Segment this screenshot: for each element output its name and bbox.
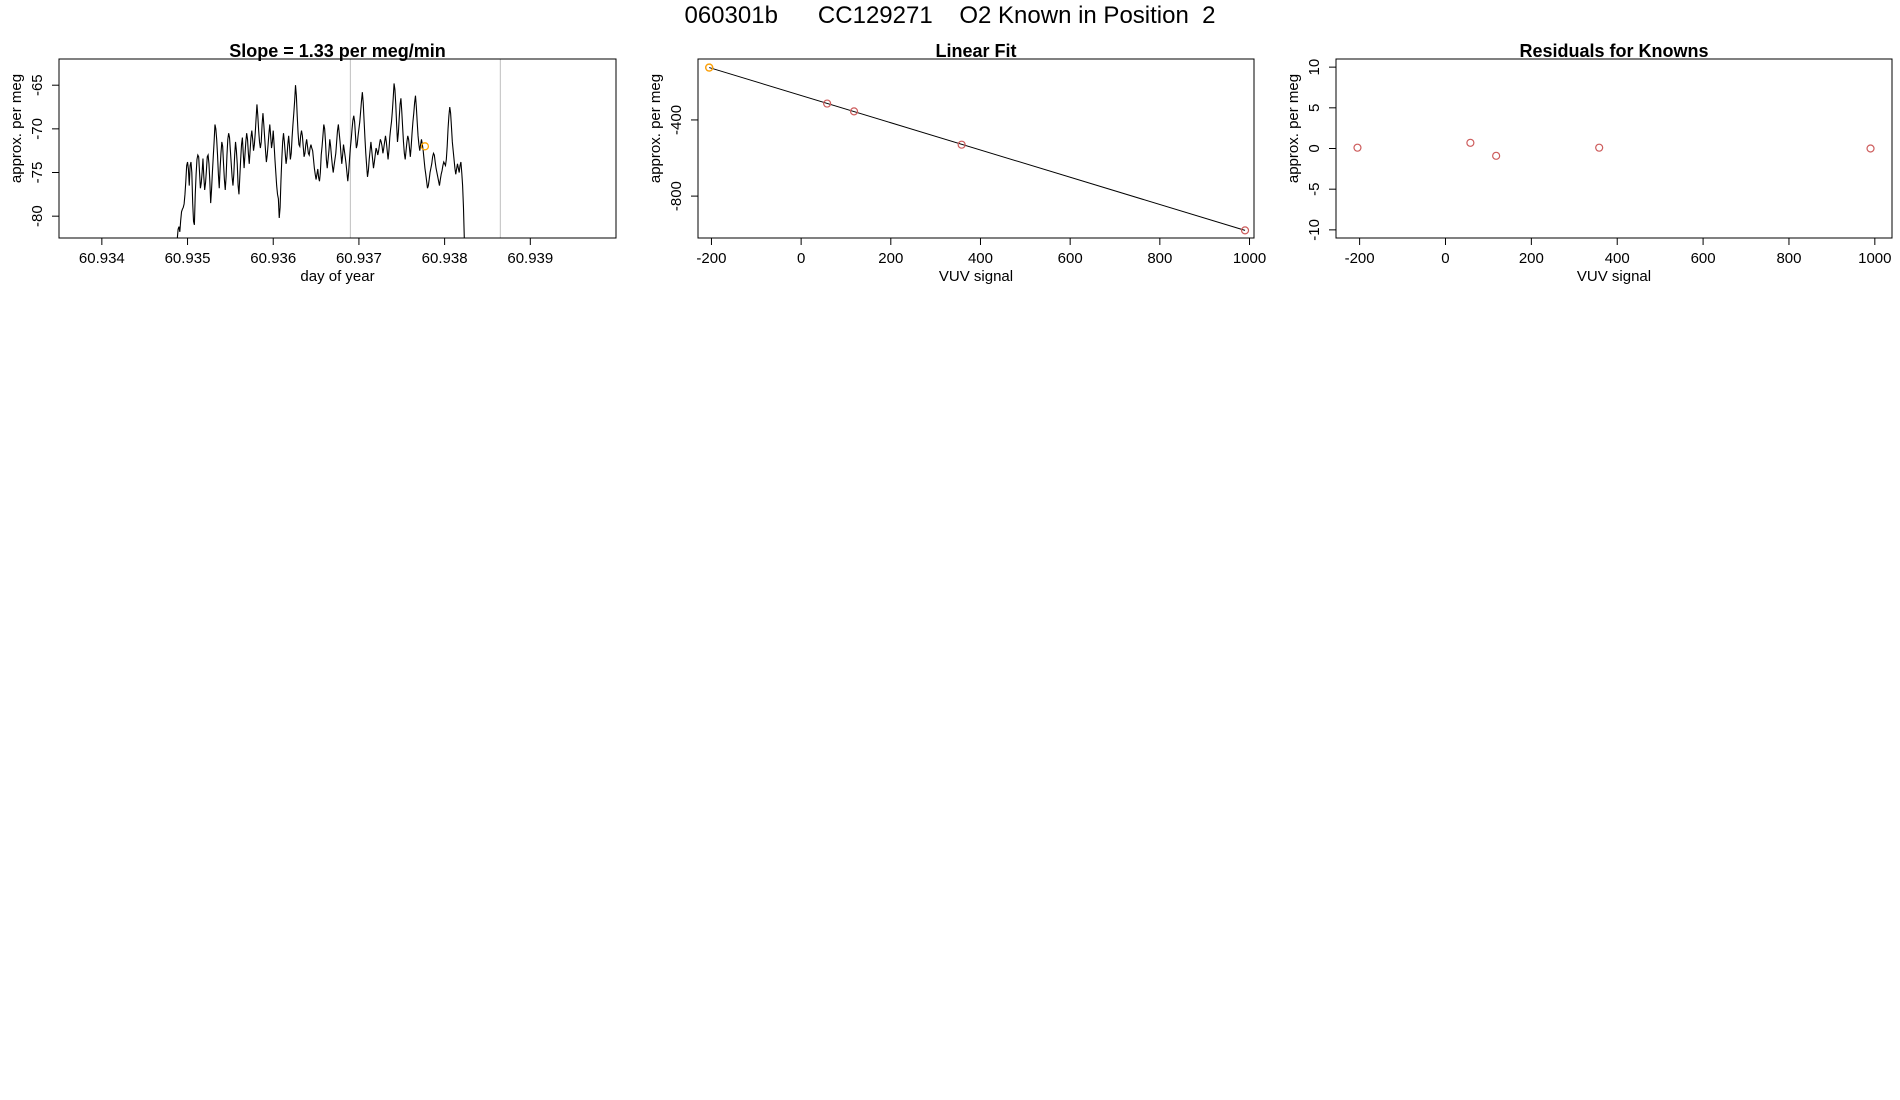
residuals-ytick-label: 10 [1306,58,1323,76]
linear-fit-xtick-label: -200 [696,250,727,267]
slope-series-line [177,83,464,238]
residuals-ytick-label: -10 [1306,219,1323,241]
linear-fit-panel [647,41,1266,285]
fit-line [709,68,1245,231]
slope-ytick-label: -75 [29,161,46,184]
linear-fit-xtick-label: 400 [967,250,993,267]
slope-ytick-label: -80 [29,205,46,228]
residuals-ytick-label: -5 [1306,182,1323,196]
residuals-xtick-label: 400 [1604,250,1630,267]
residuals-ytick-label: 0 [1306,144,1323,153]
slope-xtick-label: 60.935 [164,250,211,267]
residuals-point [1493,152,1500,159]
slope-plot-area [177,59,500,239]
residuals-point [1867,145,1874,152]
slope-xtick-label: 60.936 [250,250,297,267]
residuals-title: Residuals for Knowns [1519,41,1709,61]
linear-fit-xtick-label: 1000 [1232,250,1267,267]
residuals-point [1354,144,1361,151]
residuals-ytick-label: 5 [1306,103,1323,112]
residuals-xtick-label: 800 [1776,250,1802,267]
residuals-xtick-label: 1000 [1858,250,1892,267]
slope-frame [59,59,616,238]
linear-fit-xtick-label: 0 [796,250,806,267]
slope-ytick-label: -65 [29,74,46,97]
residuals-point [1596,144,1603,151]
linear-fit-ytick-label: -800 [668,181,685,212]
residuals-point [1467,139,1474,146]
linear-fit-xtick-label: 800 [1147,250,1173,267]
slope-ylabel: approx. per meg [8,73,25,184]
slope-ytick-label: -70 [29,118,46,140]
slope-xtick-label: 60.939 [507,250,554,267]
slope-xtick-label: 60.937 [335,250,382,267]
linear-fit-plot-area [706,64,1249,234]
slope-panel [8,41,616,285]
residuals-xtick-label: 200 [1518,250,1544,267]
main-title: 060301b CC129271 O2 Known in Position 2 [684,2,1216,29]
residuals-xtick-label: 0 [1441,250,1450,267]
slope-xlabel: day of year [300,268,375,285]
residuals-frame [1336,59,1892,238]
linear-fit-xlabel: VUV signal [938,268,1014,285]
chart-figure [0,0,1900,310]
residuals-ylabel: approx. per meg [1285,73,1302,184]
linear-fit-xtick-label: 600 [1057,250,1083,267]
slope-xtick-label: 60.938 [421,250,468,267]
linear-fit-title: Linear Fit [935,41,1017,61]
slope-xtick-label: 60.934 [78,250,125,267]
linear-fit-xtick-label: 200 [878,250,904,267]
residuals-panel [1285,41,1892,285]
residuals-xtick-label: 600 [1690,250,1716,267]
linear-fit-ylabel: approx. per meg [647,73,664,184]
slope-title: Slope = 1.33 per meg/min [229,41,446,61]
residuals-xlabel: VUV signal [1576,268,1652,285]
linear-fit-ytick-label: -400 [668,104,685,135]
residuals-xtick-label: -200 [1344,250,1375,267]
residuals-plot-area [1354,139,1874,159]
